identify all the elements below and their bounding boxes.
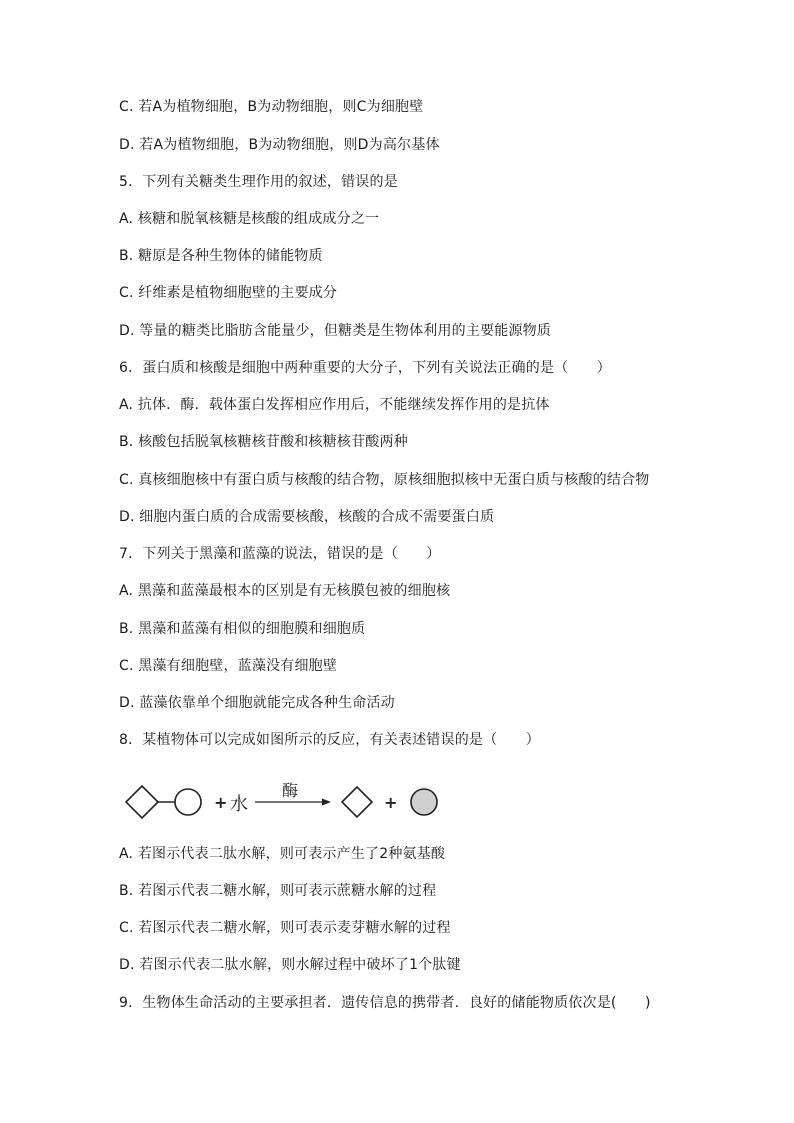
shaded-circle-product-icon bbox=[411, 789, 437, 815]
q9-stem: 9．生物体生命活动的主要承担者．遗传信息的携带者．良好的储能物质依次是( ) bbox=[119, 995, 651, 1011]
q6-option-b: B. 核酸包括脱氧核糖核苷酸和核糖核苷酸两种 bbox=[119, 434, 408, 450]
q5-option-d: D. 等量的糖类比脂肪含能量少，但糖类是生物体利用的主要能源物质 bbox=[119, 323, 552, 339]
q5-option-b: B. 糖原是各种生物体的储能物质 bbox=[119, 248, 323, 264]
q6-option-c: C. 真核细胞核中有蛋白质与核酸的结合物，原核细胞拟核中无蛋白质与核酸的结合物 bbox=[119, 472, 650, 488]
q8-option-b: B. 若图示代表二糖水解，则可表示蔗糖水解的过程 bbox=[119, 883, 437, 899]
q5-option-a: A. 核糖和脱氧核糖是核酸的组成成分之一 bbox=[119, 211, 380, 227]
q6-option-d: D. 细胞内蛋白质的合成需要核酸，核酸的合成不需要蛋白质 bbox=[119, 509, 495, 525]
circle-reactant-icon bbox=[175, 789, 201, 815]
q7-option-b: B. 黑藻和蓝藻有相似的细胞膜和细胞质 bbox=[119, 621, 366, 637]
diamond-reactant-icon bbox=[126, 786, 158, 818]
q8-option-a: A. 若图示代表二肽水解，则可表示产生了2种氨基酸 bbox=[119, 846, 446, 862]
q7-option-a: A. 黑藻和蓝藻最根本的区别是有无核膜包被的细胞核 bbox=[119, 583, 451, 599]
hydrolysis-reaction-diagram bbox=[119, 778, 459, 826]
q4-option-c: C. 若A为植物细胞，B为动物细胞，则C为细胞壁 bbox=[119, 99, 424, 115]
diamond-product-icon bbox=[342, 787, 372, 817]
q8-option-c: C. 若图示代表二糖水解，则可表示麦芽糖水解的过程 bbox=[119, 920, 451, 936]
q6-option-a: A. 抗体．酶．载体蛋白发挥相应作用后，不能继续发挥作用的是抗体 bbox=[119, 397, 550, 413]
q7-stem: 7．下列关于黑藻和蓝藻的说法，错误的是（ ） bbox=[119, 546, 441, 562]
enzyme-label: 酶 bbox=[282, 781, 299, 800]
q5-option-c: C. 纤维素是植物细胞壁的主要成分 bbox=[119, 285, 338, 301]
q5-stem: 5．下列有关糖类生理作用的叙述，错误的是 bbox=[119, 174, 398, 190]
q6-stem: 6．蛋白质和核酸是细胞中两种重要的大分子，下列有关说法正确的是（ ） bbox=[119, 360, 611, 376]
water-label: 水 bbox=[230, 794, 248, 815]
plus-sign: + bbox=[214, 793, 228, 812]
q8-stem: 8．某植物体可以完成如图所示的反应，有关表述错误的是（ ） bbox=[119, 732, 540, 748]
q8-option-d: D. 若图示代表二肽水解，则水解过程中破坏了1个肽键 bbox=[119, 957, 461, 973]
q4-option-d: D. 若A为植物细胞，B为动物细胞，则D为高尔基体 bbox=[119, 137, 440, 153]
plus-sign: + bbox=[384, 793, 398, 812]
q7-option-d: D. 蓝藻依靠单个细胞就能完成各种生命活动 bbox=[119, 695, 395, 711]
arrow-head-icon bbox=[322, 799, 331, 806]
q7-option-c: C. 黑藻有细胞壁，蓝藻没有细胞壁 bbox=[119, 658, 338, 674]
